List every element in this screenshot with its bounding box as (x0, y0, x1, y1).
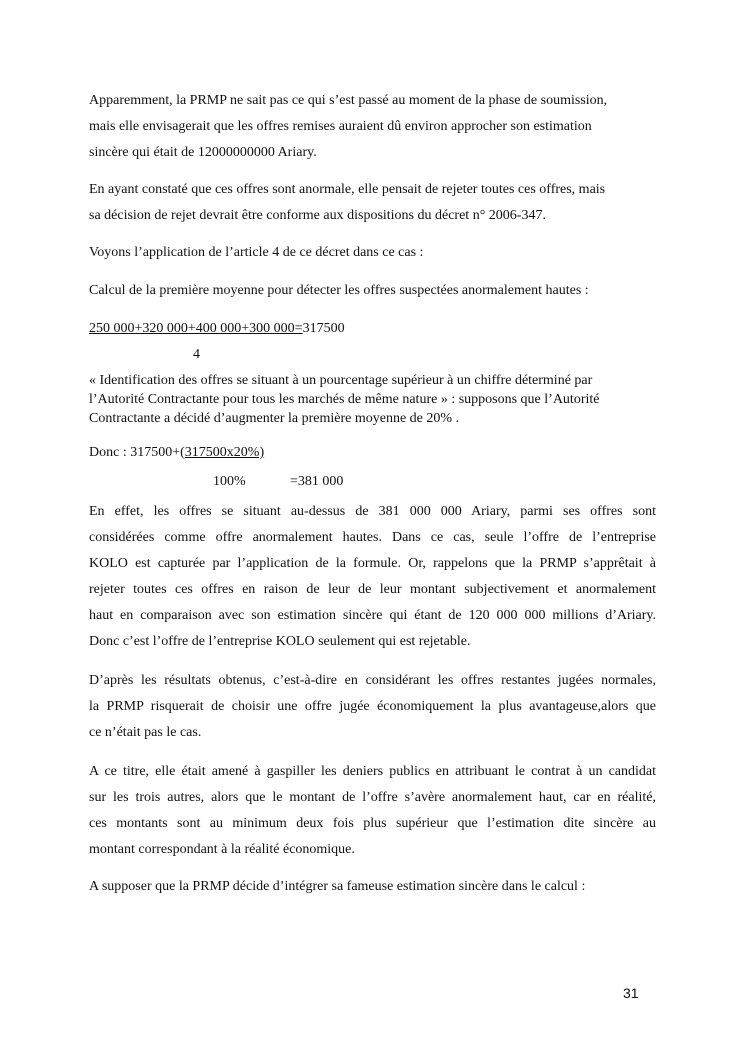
paragraph-line: A ce titre, elle était amené à gaspiller les deniers publics en attribuant le contrat à un candidat (89, 764, 656, 779)
paragraph-line: considérées comme offre anormalement hautes. Dans ce cas, seule l’offre de l’entreprise (89, 530, 656, 545)
paragraph-line: l’Autorité Contractante pour tous les marchés de même nature » : supposons que l’Autorité (89, 392, 600, 407)
paragraph-line: A supposer que la PRMP décide d’intégrer sa fameuse estimation sincère dans le calcul : (89, 879, 586, 894)
paragraph-line: ce n’était pas le cas. (89, 725, 202, 740)
paragraph-line: ces montants sont au minimum deux fois plus supérieur que l’estimation dite sincère au (89, 816, 656, 831)
paragraph-line: rejeter toutes ces offres en raison de leur de leur montant subjectivement et anormalement (89, 582, 656, 597)
paragraph-line: « Identification des offres se situant à un pourcentage supérieur à un chiffre déterminé par (89, 373, 593, 388)
paragraph-line: Voyons l’application de l’article 4 de ce décret dans ce cas : (89, 245, 424, 260)
paragraph-line: sa décision de rejet devrait être conforme aux dispositions du décret n° 2006-347. (89, 208, 546, 223)
formula-denominator: 100% (213, 474, 246, 489)
paragraph-line: Apparemment, la PRMP ne sait pas ce qui s’est passé au moment de la phase de soumission, (89, 93, 608, 108)
paragraph-line: la PRMP risquerait de choisir une offre jugée économiquement la plus avantageuse,alors que (89, 699, 656, 714)
paragraph-line: montant correspondant à la réalité économique. (89, 842, 355, 857)
paragraph-line: sincère qui était de 12000000000 Ariary. (89, 145, 317, 160)
formula-average (89, 320, 345, 338)
formula-increase (89, 444, 264, 462)
paragraph-line: sur les trois autres, alors que le montant de l’offre s’avère anormalement haut, car en réalité, (89, 790, 656, 805)
formula-numerator: 317500x20%) (184, 445, 265, 460)
paragraph-line: En effet, les offres se situant au-dessus de 381 000 000 Ariary, parmi ses offres sont (89, 504, 656, 519)
formula-denominator: 4 (193, 347, 200, 362)
paragraph-line: Donc c’est l’offre de l’entreprise KOLO seulement qui est rejetable. (89, 634, 471, 649)
paragraph-line: Calcul de la première moyenne pour détecter les offres suspectées anormalement hautes : (89, 283, 589, 298)
formula-prefix: Donc : 317500+( (89, 445, 185, 460)
paragraph-line: Contractante a décidé d’augmenter la première moyenne de 20% . (89, 411, 460, 426)
paragraph-line: KOLO est capturée par l’application de la formule. Or, rappelons que la PRMP s’apprêtait à (89, 556, 656, 571)
paragraph-line: haut en comparaison avec son estimation sincère qui étant de 120 000 000 millions d’Ariary. (89, 608, 656, 623)
page-number: 31 (623, 985, 639, 1001)
formula-result: =381 000 (290, 474, 344, 489)
formula-numerator: 250 000+320 000+400 000+300 000= (89, 321, 303, 336)
paragraph-line: D’après les résultats obtenus, c’est-à-dire en considérant les offres restantes jugées normales, (89, 673, 656, 688)
paragraph-line: En ayant constaté que ces offres sont anormale, elle pensait de rejeter toutes ces offres, mais (89, 182, 606, 197)
paragraph-line: mais elle envisagerait que les offres remises auraient dû environ approcher son estimation (89, 119, 592, 134)
formula-result: 317500 (302, 321, 345, 336)
